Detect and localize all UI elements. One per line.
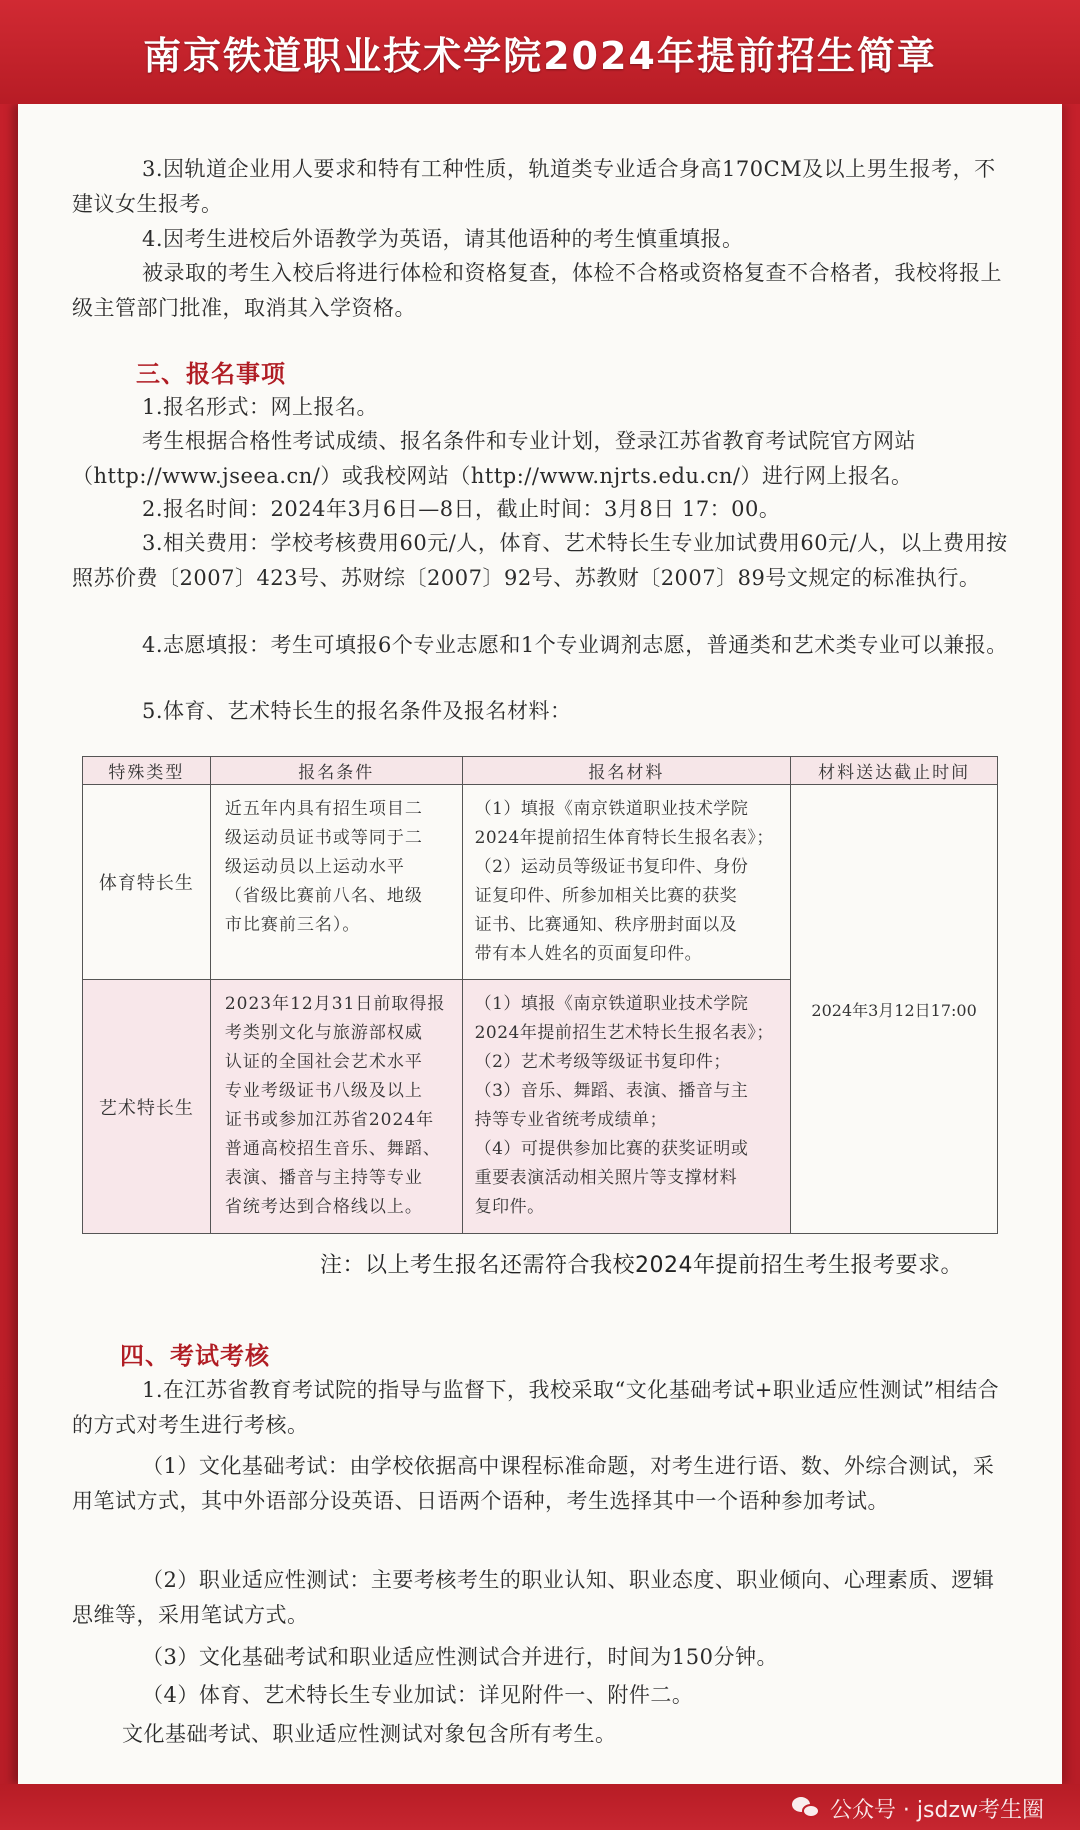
condition-cell-arts <box>210 980 462 1234</box>
cell-line: （2）艺术考级等级证书复印件； <box>474 1052 731 1073</box>
registration-form-item: 1.报名形式：网上报名。 <box>142 395 379 419</box>
section-heading-registration: 三、报名事项 <box>136 360 286 388</box>
cell-line: 证书、比赛通知、秩序册封面以及 <box>474 915 738 935</box>
table-header-row <box>83 757 998 785</box>
cell-line: 证复印件、所参加相关比赛的获奖 <box>474 886 738 906</box>
cell-line: （3）音乐、舞蹈、表演、播音与主 <box>474 1081 749 1102</box>
exam-culture-paragraph: （1）文化基础考试：由学校依据高中课程标准命题，对考生进行语、数、外综合测试，采用笔试方式，其中外语部分设英语、日语两个语种，考生选择其中一个语种参加考试。 <box>72 1454 995 1513</box>
cell-line: 持等专业省统考成绩单； <box>474 1110 668 1131</box>
exam-duration-paragraph: （3）文化基础考试和职业适应性测试合并进行，时间为150分钟。 <box>142 1645 778 1669</box>
title-banner <box>0 0 1080 104</box>
registration-fee-item: 3.相关费用：学校考核费用60元/人，体育、艺术特长生专业加试费用60元/人，以上费用按照苏价费〔2007〕423号、苏财综〔2007〕92号、苏教财〔2007〕89号文规定的标准执行。 <box>72 531 1008 590</box>
cell-line: 专业考级证书八级及以上 <box>224 1081 423 1102</box>
cell-line: 证书或参加江苏省2024年 <box>224 1110 435 1131</box>
cell-line: （省级比赛前八名、地级 <box>224 886 423 906</box>
cell-line: 普通高校招生音乐、舞蹈、 <box>224 1139 441 1160</box>
table-note: 注：以上考生报名还需符合我校2024年提前招生考生报考要求。 <box>320 1253 963 1278</box>
page-title: 南京铁道职业技术学院2024年提前招生简章 <box>143 33 937 78</box>
watermark <box>792 1793 1044 1823</box>
table-header-cell: 报名条件 <box>210 757 462 785</box>
registration-time-item: 2.报名时间：2024年3月6日—8日，截止时间：3月8日 17：00。 <box>142 497 781 521</box>
registration-preference-item: 4.志愿填报：考生可填报6个专业志愿和1个专业调剂志愿，普通类和艺术类专业可以兼报。 <box>142 633 1008 657</box>
cell-line: 市比赛前三名）。 <box>224 915 361 935</box>
cell-line: 省统考达到合格线以上。 <box>224 1197 423 1218</box>
table-row <box>83 785 998 980</box>
watermark-label: 公众号 · jsdzw考生圈 <box>829 1797 1044 1823</box>
cell-line: 复印件。 <box>474 1197 545 1218</box>
deadline-cell: 2024年3月12日17:00 <box>791 785 998 1234</box>
cell-line: （1）填报《南京铁道职业技术学院 <box>474 799 749 819</box>
type-cell-sports: 体育特长生 <box>83 785 211 980</box>
registration-special-item: 5.体育、艺术特长生的报名条件及报名材料： <box>142 699 572 723</box>
table-header-cell: 特殊类型 <box>83 757 211 785</box>
materials-cell-arts <box>462 980 791 1234</box>
section-heading-exam: 四、考试考核 <box>120 1342 270 1370</box>
exam-aptitude-paragraph: （2）职业适应性测试：主要考核考生的职业认知、职业态度、职业倾向、心理素质、逻辑思维等，采用笔试方式。 <box>72 1568 995 1627</box>
materials-cell-sports <box>462 785 791 980</box>
cell-line: 近五年内具有招生项目二 <box>224 799 423 819</box>
exam-method-paragraph: 1.在江苏省教育考试院的指导与监督下，我校采取“文化基础考试+职业适应性测试”相结合的方式对考生进行考核。 <box>72 1378 1000 1437</box>
cell-line: 重要表演活动相关照片等支撑材料 <box>474 1168 738 1189</box>
cell-line: （4）可提供参加比赛的获奖证明或 <box>474 1139 749 1160</box>
cell-line: 带有本人姓名的页面复印件。 <box>474 944 703 964</box>
exam-specialty-paragraph: （4）体育、艺术特长生专业加试：详见附件一、附件二。 <box>142 1683 694 1707</box>
exam-scope-paragraph: 文化基础考试、职业适应性测试对象包含所有考生。 <box>122 1722 617 1746</box>
cell-line: （1）填报《南京铁道职业技术学院 <box>474 994 749 1015</box>
table-header-cell: 材料送达截止时间 <box>791 757 998 785</box>
intro-paragraph-4: 4.因考生进校后外语教学为英语，请其他语种的考生慎重填报。 <box>142 227 744 251</box>
condition-cell-sports <box>210 785 462 980</box>
registration-website-item: 考生根据合格性考试成绩、报名条件和专业计划，登录江苏省教育考试院官方网站（http://www.jseea.cn/）或我校网站（http://www.njrts.edu.cn/）进行网上报名。 <box>72 429 916 488</box>
cell-line: 2023年12月31日前取得报 <box>224 994 446 1015</box>
cell-line: 2024年提前招生艺术特长生报名表》； <box>474 1023 774 1044</box>
cell-line: （2）运动员等级证书复印件、身份 <box>474 857 749 877</box>
intro-paragraph-recheck: 被录取的考生入校后将进行体检和资格复查，体检不合格或资格复查不合格者，我校将报上级主管部门批准，取消其入学资格。 <box>72 261 1002 320</box>
cell-line: 表演、播音与主持等专业 <box>224 1168 423 1189</box>
cell-line: 考类别文化与旅游部权威 <box>224 1023 423 1044</box>
intro-paragraph-3: 3.因轨道企业用人要求和特有工种性质，轨道类专业适合身高170CM及以上男生报考，不建议女生报考。 <box>72 157 996 216</box>
cell-line: 认证的全国社会艺术水平 <box>224 1052 423 1073</box>
cell-line: 2024年提前招生体育特长生报名表》； <box>474 828 774 848</box>
cell-line: 级运动员证书或等同于二 <box>224 828 423 848</box>
registration-table <box>82 756 998 1234</box>
wechat-icon <box>792 1795 822 1821</box>
cell-line: 级运动员以上运动水平 <box>224 857 405 877</box>
table-header-cell: 报名材料 <box>462 757 791 785</box>
type-cell-arts: 艺术特长生 <box>83 980 211 1234</box>
